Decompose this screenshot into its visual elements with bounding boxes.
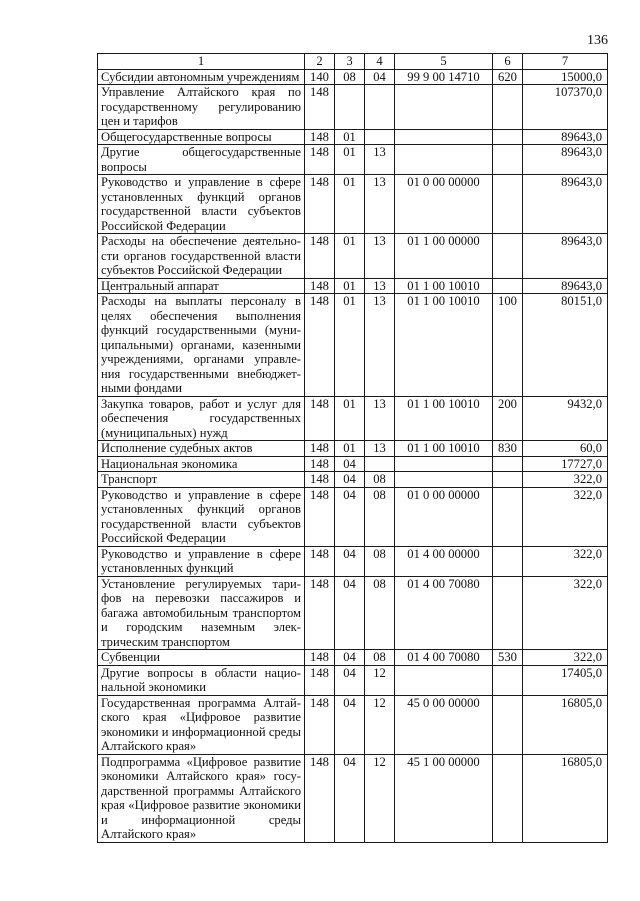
amount-cell: 16805,0 xyxy=(523,754,608,842)
subsection-code-cell: 08 xyxy=(365,487,395,546)
subsection-code-cell: 08 xyxy=(365,650,395,666)
table-body xyxy=(98,69,608,842)
amount-cell: 322,0 xyxy=(523,576,608,650)
table-row xyxy=(98,145,608,175)
amount-cell: 15000,0 xyxy=(523,69,608,85)
row-name-cell: Национальная экономика xyxy=(98,456,305,472)
budget-table xyxy=(97,53,608,843)
target-code-cell: 01 1 00 00000 xyxy=(395,234,493,279)
section-code-cell: 04 xyxy=(335,695,365,754)
target-code-cell xyxy=(395,665,493,695)
subsection-code-cell: 13 xyxy=(365,278,395,294)
expense-type-cell xyxy=(493,145,523,175)
admin-code-cell: 148 xyxy=(305,546,335,576)
section-code-cell: 04 xyxy=(335,456,365,472)
target-code-cell: 01 0 00 00000 xyxy=(395,175,493,234)
target-code-cell: 01 4 00 00000 xyxy=(395,546,493,576)
target-code-cell xyxy=(395,472,493,488)
table-row xyxy=(98,441,608,457)
section-code-cell: 04 xyxy=(335,472,365,488)
row-name-cell: Руководство и управление в сфере установленных функций органов государственной власти субъектов Российской Федерации xyxy=(98,487,305,546)
subsection-code-cell: 13 xyxy=(365,441,395,457)
amount-cell: 322,0 xyxy=(523,650,608,666)
target-code-cell: 99 9 00 14710 xyxy=(395,69,493,85)
header-cell: 7 xyxy=(523,54,608,70)
row-name-cell: Управление Алтайского края по государственному регулированию цен и тарифов xyxy=(98,85,305,130)
expense-type-cell xyxy=(493,85,523,130)
target-code-cell xyxy=(395,85,493,130)
expense-type-cell: 620 xyxy=(493,69,523,85)
target-code-cell xyxy=(395,456,493,472)
header-row xyxy=(98,54,608,70)
expense-type-cell xyxy=(493,665,523,695)
row-name-cell: Установление регулируемых тарифов на перевозки пассажиров и багажа автомобильным транспортом и городским наземным электрическим транспортом xyxy=(98,576,305,650)
row-name-cell: Другие вопросы в области национальной экономики xyxy=(98,665,305,695)
row-name-cell: Руководство и управление в сфере установленных функций xyxy=(98,546,305,576)
table-row xyxy=(98,294,608,397)
admin-code-cell: 148 xyxy=(305,396,335,441)
amount-cell: 9432,0 xyxy=(523,396,608,441)
table-row xyxy=(98,754,608,842)
admin-code-cell: 148 xyxy=(305,665,335,695)
admin-code-cell: 148 xyxy=(305,85,335,130)
table-row xyxy=(98,85,608,130)
subsection-code-cell: 08 xyxy=(365,576,395,650)
section-code-cell: 01 xyxy=(335,129,365,145)
row-name-cell: Расходы на обеспечение деятельности органов государственной власти субъектов Российской Федерации xyxy=(98,234,305,279)
header-cell: 3 xyxy=(335,54,365,70)
amount-cell: 89643,0 xyxy=(523,145,608,175)
expense-type-cell: 200 xyxy=(493,396,523,441)
subsection-code-cell: 12 xyxy=(365,695,395,754)
target-code-cell: 01 1 00 10010 xyxy=(395,441,493,457)
target-code-cell: 45 1 00 00000 xyxy=(395,754,493,842)
amount-cell: 107370,0 xyxy=(523,85,608,130)
row-name-cell: Субвенции xyxy=(98,650,305,666)
row-name-cell: Подпрограмма «Цифровое развитие экономики Алтайского края» государственной программы Алтайского края «Цифровое развитие экономики и информационной среды Алтайского края» xyxy=(98,754,305,842)
admin-code-cell: 148 xyxy=(305,234,335,279)
amount-cell: 89643,0 xyxy=(523,234,608,279)
row-name-cell: Руководство и управление в сфере установленных функций органов государственной власти субъектов Российской Федерации xyxy=(98,175,305,234)
table-row xyxy=(98,129,608,145)
expense-type-cell xyxy=(493,576,523,650)
amount-cell: 89643,0 xyxy=(523,129,608,145)
table-row xyxy=(98,576,608,650)
section-code-cell: 01 xyxy=(335,396,365,441)
expense-type-cell xyxy=(493,546,523,576)
header-cell: 5 xyxy=(395,54,493,70)
target-code-cell: 01 1 00 10010 xyxy=(395,396,493,441)
header-cell: 1 xyxy=(98,54,305,70)
header-cell: 6 xyxy=(493,54,523,70)
table-row xyxy=(98,234,608,279)
expense-type-cell: 830 xyxy=(493,441,523,457)
section-code-cell: 01 xyxy=(335,145,365,175)
subsection-code-cell xyxy=(365,456,395,472)
table-row xyxy=(98,278,608,294)
expense-type-cell: 100 xyxy=(493,294,523,397)
admin-code-cell: 148 xyxy=(305,754,335,842)
amount-cell: 89643,0 xyxy=(523,175,608,234)
expense-type-cell: 530 xyxy=(493,650,523,666)
row-name-cell: Центральный аппарат xyxy=(98,278,305,294)
table-row xyxy=(98,650,608,666)
admin-code-cell: 148 xyxy=(305,472,335,488)
admin-code-cell: 148 xyxy=(305,487,335,546)
expense-type-cell xyxy=(493,754,523,842)
expense-type-cell xyxy=(493,487,523,546)
admin-code-cell: 148 xyxy=(305,129,335,145)
target-code-cell: 01 1 00 10010 xyxy=(395,278,493,294)
section-code-cell: 04 xyxy=(335,665,365,695)
section-code-cell: 08 xyxy=(335,69,365,85)
subsection-code-cell: 13 xyxy=(365,396,395,441)
page-number: 136 xyxy=(587,33,608,48)
header-cell: 2 xyxy=(305,54,335,70)
admin-code-cell: 148 xyxy=(305,145,335,175)
admin-code-cell: 148 xyxy=(305,278,335,294)
admin-code-cell: 148 xyxy=(305,695,335,754)
amount-cell: 80151,0 xyxy=(523,294,608,397)
table-row xyxy=(98,695,608,754)
amount-cell: 16805,0 xyxy=(523,695,608,754)
target-code-cell: 01 4 00 70080 xyxy=(395,576,493,650)
row-name-cell: Расходы на выплаты персоналу в целях обеспечения выполнения функций государственными (муниципальными) органами, казенными учреждениями, органами управления государственными внебюджетными фондами xyxy=(98,294,305,397)
row-name-cell: Субсидии автономным учреждениям xyxy=(98,69,305,85)
subsection-code-cell xyxy=(365,129,395,145)
expense-type-cell xyxy=(493,278,523,294)
expense-type-cell xyxy=(493,472,523,488)
row-name-cell: Закупка товаров, работ и услуг для обеспечения государственных (муниципальных) нужд xyxy=(98,396,305,441)
amount-cell: 17405,0 xyxy=(523,665,608,695)
admin-code-cell: 148 xyxy=(305,441,335,457)
admin-code-cell: 148 xyxy=(305,456,335,472)
subsection-code-cell: 08 xyxy=(365,546,395,576)
table-row xyxy=(98,396,608,441)
row-name-cell: Государственная программа Алтайского края «Цифровое развитие экономики и информационной среды Алтайского края» xyxy=(98,695,305,754)
row-name-cell: Исполнение судебных актов xyxy=(98,441,305,457)
target-code-cell: 01 0 00 00000 xyxy=(395,487,493,546)
row-name-cell: Другие общегосударственные вопросы xyxy=(98,145,305,175)
amount-cell: 322,0 xyxy=(523,546,608,576)
admin-code-cell: 148 xyxy=(305,650,335,666)
section-code-cell: 04 xyxy=(335,546,365,576)
amount-cell: 322,0 xyxy=(523,472,608,488)
target-code-cell xyxy=(395,129,493,145)
table-row xyxy=(98,456,608,472)
expense-type-cell xyxy=(493,695,523,754)
table-row xyxy=(98,546,608,576)
admin-code-cell: 148 xyxy=(305,576,335,650)
section-code-cell: 01 xyxy=(335,441,365,457)
amount-cell: 60,0 xyxy=(523,441,608,457)
subsection-code-cell: 08 xyxy=(365,472,395,488)
subsection-code-cell: 13 xyxy=(365,175,395,234)
target-code-cell xyxy=(395,145,493,175)
subsection-code-cell xyxy=(365,85,395,130)
subsection-code-cell: 13 xyxy=(365,294,395,397)
subsection-code-cell: 13 xyxy=(365,234,395,279)
header-cell: 4 xyxy=(365,54,395,70)
table-row xyxy=(98,487,608,546)
row-name-cell: Транспорт xyxy=(98,472,305,488)
section-code-cell xyxy=(335,85,365,130)
section-code-cell: 01 xyxy=(335,278,365,294)
admin-code-cell: 140 xyxy=(305,69,335,85)
expense-type-cell xyxy=(493,129,523,145)
table-row xyxy=(98,665,608,695)
section-code-cell: 04 xyxy=(335,487,365,546)
section-code-cell: 01 xyxy=(335,294,365,397)
row-name-cell: Общегосударственные вопросы xyxy=(98,129,305,145)
target-code-cell: 01 4 00 70080 xyxy=(395,650,493,666)
subsection-code-cell: 04 xyxy=(365,69,395,85)
subsection-code-cell: 12 xyxy=(365,665,395,695)
subsection-code-cell: 12 xyxy=(365,754,395,842)
subsection-code-cell: 13 xyxy=(365,145,395,175)
target-code-cell: 45 0 00 00000 xyxy=(395,695,493,754)
section-code-cell: 01 xyxy=(335,175,365,234)
admin-code-cell: 148 xyxy=(305,294,335,397)
table-row xyxy=(98,69,608,85)
section-code-cell: 04 xyxy=(335,754,365,842)
expense-type-cell xyxy=(493,456,523,472)
amount-cell: 89643,0 xyxy=(523,278,608,294)
target-code-cell: 01 1 00 10010 xyxy=(395,294,493,397)
section-code-cell: 01 xyxy=(335,234,365,279)
table-row xyxy=(98,175,608,234)
section-code-cell: 04 xyxy=(335,576,365,650)
expense-type-cell xyxy=(493,175,523,234)
expense-type-cell xyxy=(493,234,523,279)
table-row xyxy=(98,472,608,488)
amount-cell: 322,0 xyxy=(523,487,608,546)
amount-cell: 17727,0 xyxy=(523,456,608,472)
section-code-cell: 04 xyxy=(335,650,365,666)
admin-code-cell: 148 xyxy=(305,175,335,234)
